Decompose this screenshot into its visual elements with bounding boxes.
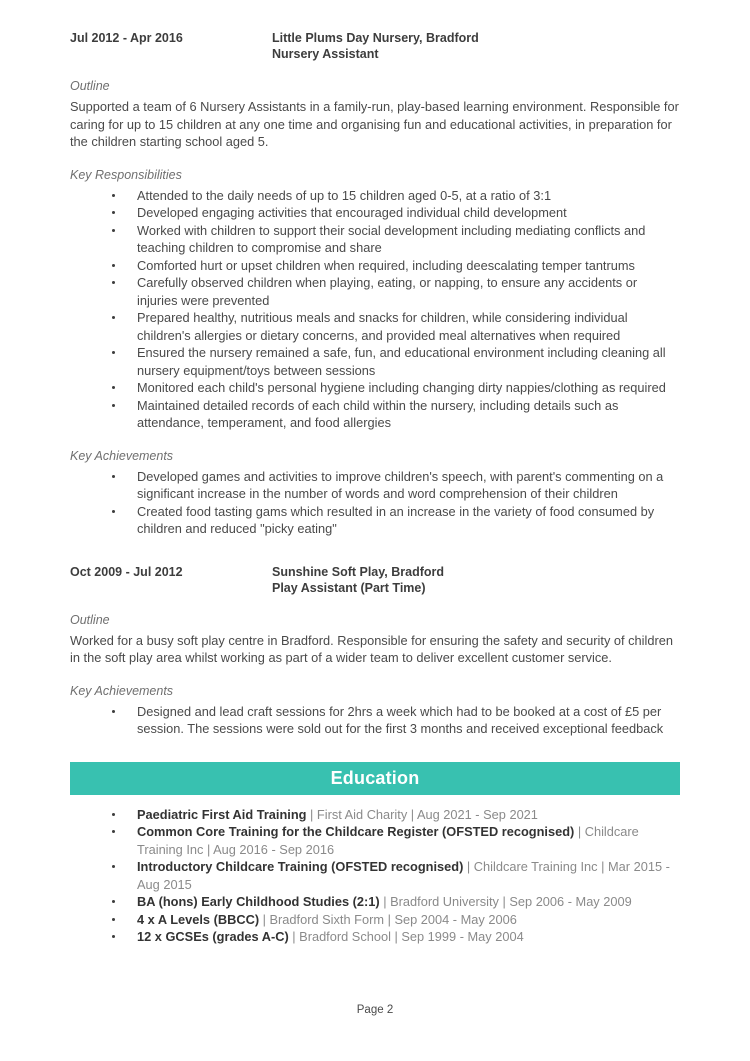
outline-label: Outline — [70, 79, 110, 93]
page-number: Page 2 — [356, 1004, 394, 1016]
outline-text: Worked for a busy soft play centre in Bradford. Responsible for ensuring the safety and security of children in the soft play area whilst working as part of a wider team to deliver excellent customer service. — [70, 632, 673, 665]
education-list — [70, 806, 680, 946]
education-detail: | First Aid Charity | Aug 2021 - Sep 2021 — [306, 806, 538, 822]
achievements-label: Key Achievements — [70, 448, 174, 463]
education-title: 4 x A Levels (BBCC) — [137, 911, 260, 927]
job-title: Nursery Assistant — [272, 47, 379, 61]
list-item: Monitored each child's personal hygiene including changing dirty nappies/clothing as required — [70, 379, 680, 397]
list-item: Developed engaging activities that encouraged individual child development — [70, 204, 680, 222]
education-detail: | Bradford Sixth Form | Sep 2004 - May 2006 — [259, 911, 517, 927]
outline-text: Supported a team of 6 Nursery Assistants in a family-run, play-based learning environment. Responsible for caring for up to 15 children at any one time and organising fun and educational activities, in preparation for the children starting school aged 5. — [70, 99, 679, 149]
job-dates: Oct 2009 - Jul 2012 — [70, 564, 183, 579]
education-title: Paediatric First Aid Training — [137, 806, 307, 822]
job-company: Sunshine Soft Play, Bradford — [272, 564, 445, 579]
experience-entry — [70, 564, 680, 738]
job-dates: Jul 2012 - Apr 2016 — [70, 31, 183, 45]
list-item: Attended to the daily needs of up to 15 children aged 0-5, at a ratio of 3:1 — [70, 187, 680, 205]
list-item — [70, 893, 680, 911]
job-header — [70, 564, 680, 596]
list-item — [70, 823, 680, 858]
achievements-list — [70, 703, 680, 738]
list-item: Comforted hurt or upset children when required, including deescalating temper tantrums — [70, 257, 680, 275]
list-item — [70, 858, 680, 893]
job-header — [70, 30, 680, 62]
list-item: Carefully observed children when playing, eating, or napping, to ensure any accidents or injuries were prevented — [70, 274, 680, 309]
job-role-block — [272, 564, 680, 596]
list-item — [70, 928, 680, 946]
achievements-list — [70, 468, 680, 538]
list-item: Developed games and activities to improve children's speech, with parent's commenting on a significant increase in the number of words and word comprehension of their children — [70, 468, 680, 503]
list-item: Ensured the nursery remained a safe, fun, and educational environment including cleaning all nursery equipment/toys between sessions — [70, 344, 680, 379]
list-item: Prepared healthy, nutritious meals and snacks for children, while considering individual children's allergies or dietary concerns, and provided meal alternatives when required — [70, 309, 680, 344]
education-title: Common Core Training for the Childcare Register (OFSTED recognised) — [137, 824, 575, 839]
achievements-label: Key Achievements — [70, 683, 174, 698]
education-title: Introductory Childcare Training (OFSTED recognised) — [137, 859, 464, 874]
section-title: Education — [330, 767, 420, 788]
education-detail: | Childcare Training Inc | Aug 2016 - Sep 2016 — [137, 824, 639, 857]
responsibilities-list — [70, 187, 680, 432]
list-item — [70, 806, 680, 824]
education-title: BA (hons) Early Childhood Studies (2:1) — [137, 894, 380, 909]
job-role-block — [272, 30, 680, 62]
responsibilities-label: Key Responsibilities — [70, 167, 182, 182]
education-detail: | Bradford University | Sep 2006 - May 2009 — [379, 894, 632, 909]
education-detail: | Childcare Training Inc | Mar 2015 - Aug 2015 — [137, 859, 670, 892]
education-title: 12 x GCSEs (grades A-C) — [137, 929, 289, 944]
list-item: Created food tasting gams which resulted in an increase in the variety of food consumed by children and reduced "picky eating" — [70, 503, 680, 538]
job-company: Little Plums Day Nursery, Bradford — [272, 31, 479, 45]
education-detail: | Bradford School | Sep 1999 - May 2004 — [288, 929, 524, 944]
list-item: Designed and lead craft sessions for 2hrs a week which had to be booked at a cost of £5 per session. The sessions were sold out for the first 3 months and received exceptional feedback — [70, 703, 680, 738]
list-item: Worked with children to support their social development including mediating conflicts and teaching children to compromise and share — [70, 222, 680, 257]
education-section-banner — [70, 762, 680, 795]
outline-label: Outline — [70, 612, 110, 627]
page-footer — [0, 1004, 750, 1016]
list-item: Maintained detailed records of each child within the nursery, including details such as attendance, temperament, and food allergies — [70, 397, 680, 432]
job-title: Play Assistant (Part Time) — [272, 580, 426, 595]
list-item — [70, 911, 680, 929]
experience-entry — [70, 30, 680, 538]
